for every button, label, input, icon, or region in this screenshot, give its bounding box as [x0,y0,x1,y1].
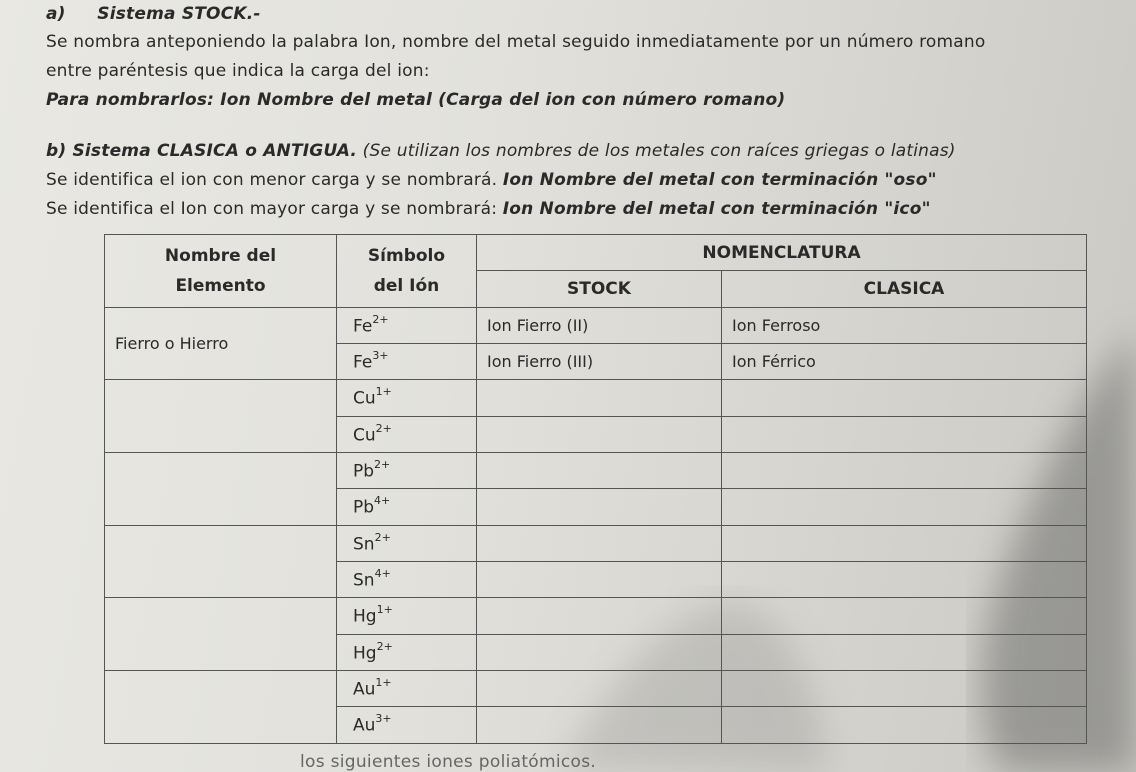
ion-symbol-charge: 2+ [375,421,392,435]
ion-symbol-charge: 2+ [376,639,393,653]
element-name-cell [105,380,337,453]
classic-name-cell: Ion Ferroso [722,307,1087,343]
ion-symbol-base: Hg [353,643,377,664]
section-b-heading [46,141,956,161]
header-element-line2: Elemento [175,275,266,296]
section-a-heading [46,4,261,24]
classic-name-cell [722,562,1087,598]
header-symbol-line1: Símbolo [367,245,446,266]
ion-symbol-charge: 3+ [372,348,389,362]
element-name-cell [105,525,337,598]
stock-name-cell [477,598,722,634]
ion-symbol-cell [337,453,477,489]
ion-symbol-charge: 2+ [372,312,389,326]
header-element [105,235,337,308]
classic-name-cell [722,525,1087,561]
header-classic: CLASICA [722,271,1087,307]
ion-symbol-cell [337,380,477,416]
section-b-line2 [46,199,931,219]
stock-name-cell: Ion Fierro (III) [477,344,722,380]
stock-name-cell [477,453,722,489]
ion-symbol-charge: 1+ [375,385,392,399]
ion-symbol-charge: 4+ [374,494,391,508]
stock-name-cell: Ion Fierro (II) [477,307,722,343]
header-stock: STOCK [477,271,722,307]
classic-name-cell [722,453,1087,489]
ion-symbol-charge: 2+ [374,457,391,471]
ion-symbol-base: Au [353,679,376,700]
header-symbol-line2: del Ión [373,275,440,296]
section-b-line1-plain: Se identifica el ion con menor carga y se nombrará. [46,170,498,190]
section-b-line1-bold: Ion Nombre del metal con terminación "oso" [502,170,937,190]
classic-name-cell: Ion Férrico [722,344,1087,380]
ion-symbol-base: Cu [353,425,376,446]
ion-symbol-charge: 3+ [375,712,392,726]
table-row [105,453,1087,489]
ion-symbol-base: Sn [353,570,375,591]
stock-name-cell [477,634,722,670]
ion-symbol-cell [337,307,477,343]
table-row [105,307,1087,343]
ion-symbol-cell [337,525,477,561]
stock-name-cell [477,416,722,452]
ion-symbol-base: Fe [353,316,373,337]
ion-symbol-base: Hg [353,606,377,627]
table-header-row-1 [105,235,1087,271]
ion-symbol-cell [337,416,477,452]
classic-name-cell [722,671,1087,707]
classic-name-cell [722,489,1087,525]
section-a-line2: entre paréntesis que indica la carga del ion: [46,61,430,81]
ion-symbol-base: Au [353,716,376,737]
element-name-cell [105,598,337,671]
classic-name-cell [722,707,1087,744]
ion-symbol-cell [337,707,477,744]
element-name-cell [105,453,337,526]
table-row [105,598,1087,634]
classic-name-cell [722,416,1087,452]
section-b-line1 [46,170,937,190]
table-row [105,525,1087,561]
header-element-line1: Nombre del [164,245,277,266]
stock-name-cell [477,525,722,561]
ion-symbol-cell [337,344,477,380]
stock-name-cell [477,707,722,744]
element-name-cell [105,671,337,744]
section-a-line1: Se nombra anteponiendo la palabra Ion, nombre del metal seguido inmediatamente por un número romano [46,32,986,52]
classic-name-cell [722,634,1087,670]
ion-symbol-charge: 4+ [374,566,391,580]
header-symbol [337,235,477,308]
table-row [105,671,1087,707]
ion-symbol-base: Pb [353,461,375,482]
section-b-line2-bold: Ion Nombre del metal con terminación "ico" [502,199,931,219]
ion-symbol-base: Fe [353,352,373,373]
section-a-label: a) [46,4,66,24]
stock-name-cell [477,671,722,707]
section-a-rule: Para nombrarlos: Ion Nombre del metal (Carga del ion con número romano) [46,90,786,110]
footer-text: los siguientes iones poliatómicos. [300,752,597,772]
element-name-cell: Fierro o Hierro [105,307,337,380]
classic-name-cell [722,598,1087,634]
stock-name-cell [477,489,722,525]
stock-name-cell [477,380,722,416]
ion-symbol-cell [337,489,477,525]
ion-symbol-base: Sn [353,534,375,555]
nomenclature-table [104,234,1087,744]
ion-symbol-charge: 2+ [374,530,391,544]
classic-name-cell [722,380,1087,416]
header-nomenclature: NOMENCLATURA [477,235,1087,271]
stock-name-cell [477,562,722,598]
ion-symbol-cell [337,671,477,707]
ion-symbol-cell [337,562,477,598]
section-b-title: b) Sistema CLASICA o ANTIGUA. [46,141,358,161]
ion-symbol-cell [337,634,477,670]
ion-symbol-base: Pb [353,497,375,518]
ion-symbol-base: Cu [353,388,376,409]
table-row [105,380,1087,416]
section-b-note: (Se utilizan los nombres de los metales con raíces griegas o latinas) [362,141,956,161]
section-b-line2-plain: Se identifica el Ion con mayor carga y se nombrará: [46,199,498,219]
section-a-title: Sistema STOCK.- [97,4,261,24]
ion-symbol-cell [337,598,477,634]
ion-symbol-charge: 1+ [376,603,393,617]
ion-symbol-charge: 1+ [375,675,392,689]
